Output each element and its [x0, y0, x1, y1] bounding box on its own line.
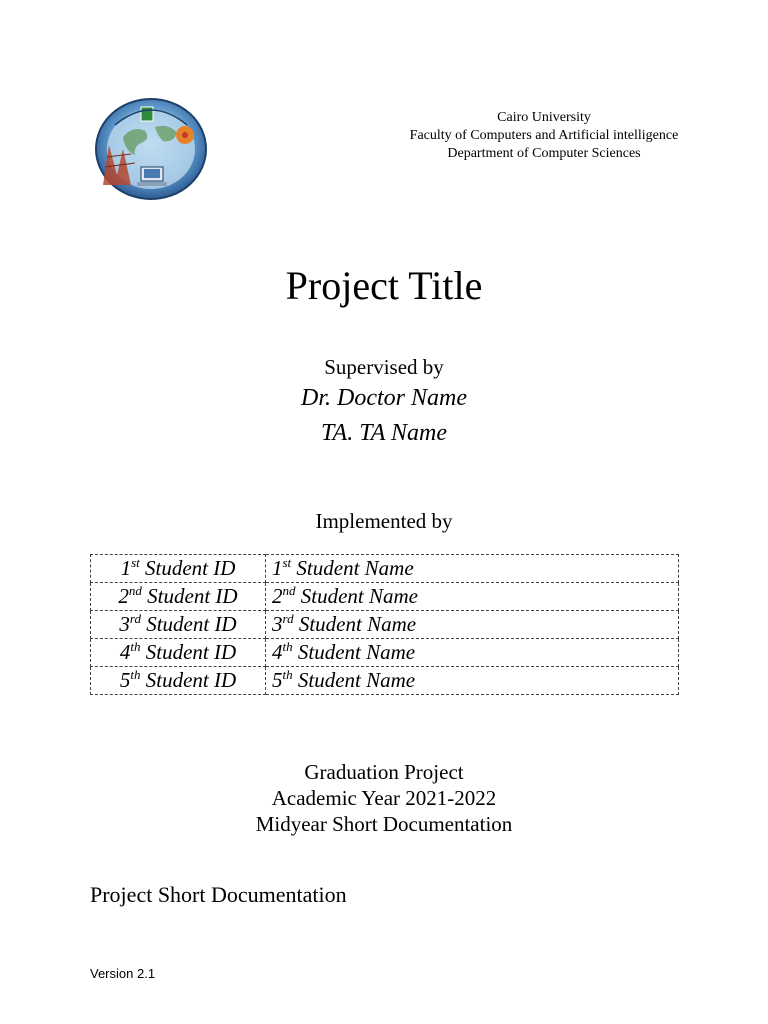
faculty-name: Faculty of Computers and Artificial intelligence	[409, 128, 679, 143]
academic-year: Academic Year 2021-2022	[271, 786, 497, 810]
table-row	[91, 583, 679, 611]
table-row	[91, 555, 679, 583]
doctor-name: Dr. Doctor Name	[301, 385, 467, 411]
faculty-logo	[93, 97, 209, 201]
logo-emblem-icon	[93, 97, 209, 201]
student-name-cell: 2nd Student Name	[266, 583, 679, 611]
table-row	[91, 639, 679, 667]
students-table	[90, 554, 679, 695]
ta-name: TA. TA Name	[320, 420, 447, 446]
university-name: Cairo University	[497, 110, 591, 125]
project-title: Project Title	[285, 263, 483, 308]
student-name-cell: 5th Student Name	[266, 667, 679, 695]
document-type: Midyear Short Documentation	[255, 812, 513, 836]
student-id-cell: 5th Student ID	[91, 667, 266, 695]
student-name-cell: 3rd Student Name	[266, 611, 679, 639]
table-row	[91, 667, 679, 695]
table-row	[91, 611, 679, 639]
short-documentation-heading: Project Short Documentation	[90, 882, 347, 907]
implemented-by-label: Implemented by	[315, 509, 453, 533]
version-label: Version 2.1	[90, 966, 156, 981]
department-name: Department of Computer Sciences	[447, 146, 641, 161]
student-name-cell: 1st Student Name	[266, 555, 679, 583]
project-type: Graduation Project	[304, 760, 464, 784]
student-name-cell: 4th Student Name	[266, 639, 679, 667]
student-id-cell: 1st Student ID	[91, 555, 266, 583]
student-id-cell: 4th Student ID	[91, 639, 266, 667]
student-id-cell: 2nd Student ID	[91, 583, 266, 611]
institution-header	[380, 109, 708, 163]
supervised-by-label: Supervised by	[324, 355, 444, 379]
project-info	[0, 759, 768, 837]
student-id-cell: 3rd Student ID	[91, 611, 266, 639]
